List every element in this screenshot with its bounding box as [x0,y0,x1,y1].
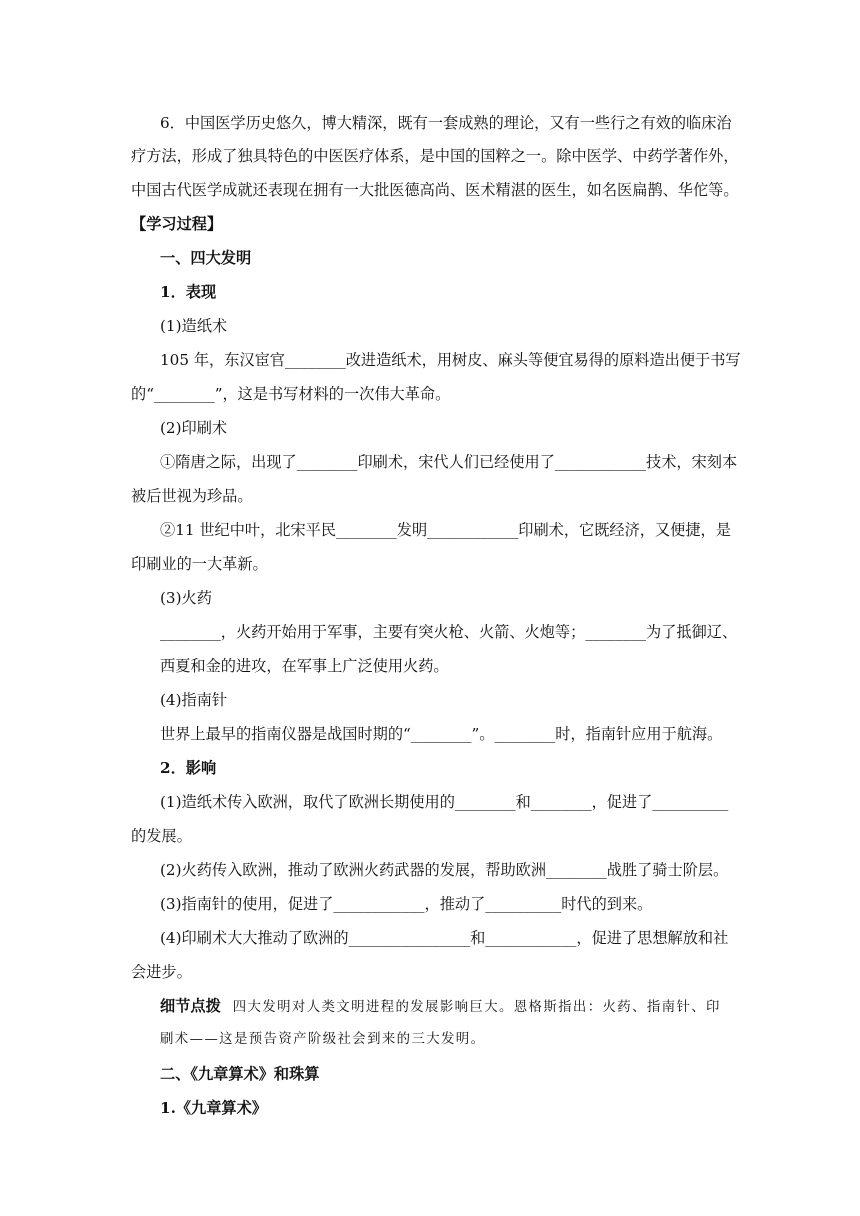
paragraph-line: 被后世视为珍品。 [131,487,253,505]
paragraph-line: ①隋唐之际，出现了________印刷术，宋代人们已经使用了____________技术，宋刻本 [160,453,738,471]
paragraph-line: 世界上最早的指南仪器是战国时期的“________”。________时，指南针应用于航海。 [160,725,723,743]
detail-tip-text: 四大发明对人类文明进程的发展影响巨大。恩格斯指出：火药、指南针、印 [232,1000,721,1015]
detail-tip-continued: 刷术——这是预告资产阶级社会到来的三大发明。 [160,1032,486,1047]
section-heading-four-inventions: 一、四大发明 [160,249,252,267]
paragraph-line: 6．中国医学历史悠久，博大精深，既有一套成熟的理论，又有一些行之有效的临床治 [160,114,732,132]
subheading-influence: 2．影响 [160,759,217,777]
paragraph-line: 的发展。 [131,827,192,845]
item-heading-papermaking: (1)造纸术 [160,317,228,335]
subheading-nine-chapters: 1.《九章算术》 [160,1099,267,1117]
item-heading-printing: (2)印刷术 [160,419,228,437]
section-heading-learning-process: 【学习过程】 [131,215,223,233]
item-heading-gunpowder: (3)火药 [160,589,212,607]
paragraph-line: 西夏和金的进攻，在军事上广泛使用火药。 [160,657,449,675]
subheading-performance: 1．表现 [160,283,217,301]
paragraph-line: 会进步。 [131,963,192,981]
paragraph-line: 中国古代医学成就还表现在拥有一大批医德高尚、医术精湛的医生，如名医扁鹊、华佗等。 [131,181,739,199]
paragraph-line: 印刷业的一大革新。 [131,555,268,573]
paragraph-line: (4)印刷术大大推动了欧洲的________________和____________，促进了思想解放和社 [160,929,729,947]
paragraph-line: 疗方法，形成了独具特色的中医医疗体系，是中国的国粹之一。除中医学、中药学著作外， [131,147,739,165]
section-heading-nine-chapters: 二、《九章算术》和珠算 [160,1065,320,1083]
paragraph-line: (1)造纸术传入欧洲，取代了欧洲长期使用的________和________，促进了__________ [160,793,729,811]
detail-tip [0,996,860,1018]
paragraph-line: ________，火药开始用于军事，主要有突火枪、火箭、火炮等；________为了抵御辽、 [160,623,738,641]
paragraph-line: ②11 世纪中叶，北宋平民________发明____________印刷术，它既经济，又便捷，是 [160,521,731,539]
detail-tip-label: 细节点拨 [160,997,221,1015]
item-heading-compass: (4)指南针 [160,691,228,709]
paragraph-line: 的“________”，这是书写材料的一次伟大革命。 [131,385,451,403]
paragraph-line: (2)火药传入欧洲，推动了欧洲火药武器的发展，帮助欧洲________战胜了骑士阶层。 [160,861,729,879]
paragraph-line: 105 年，东汉宦官________改进造纸术，用树皮、麻头等便宜易得的原料造出便于书写 [160,351,741,369]
paragraph-line: (3)指南针的使用，促进了____________，推动了__________时代的到来。 [160,895,653,913]
